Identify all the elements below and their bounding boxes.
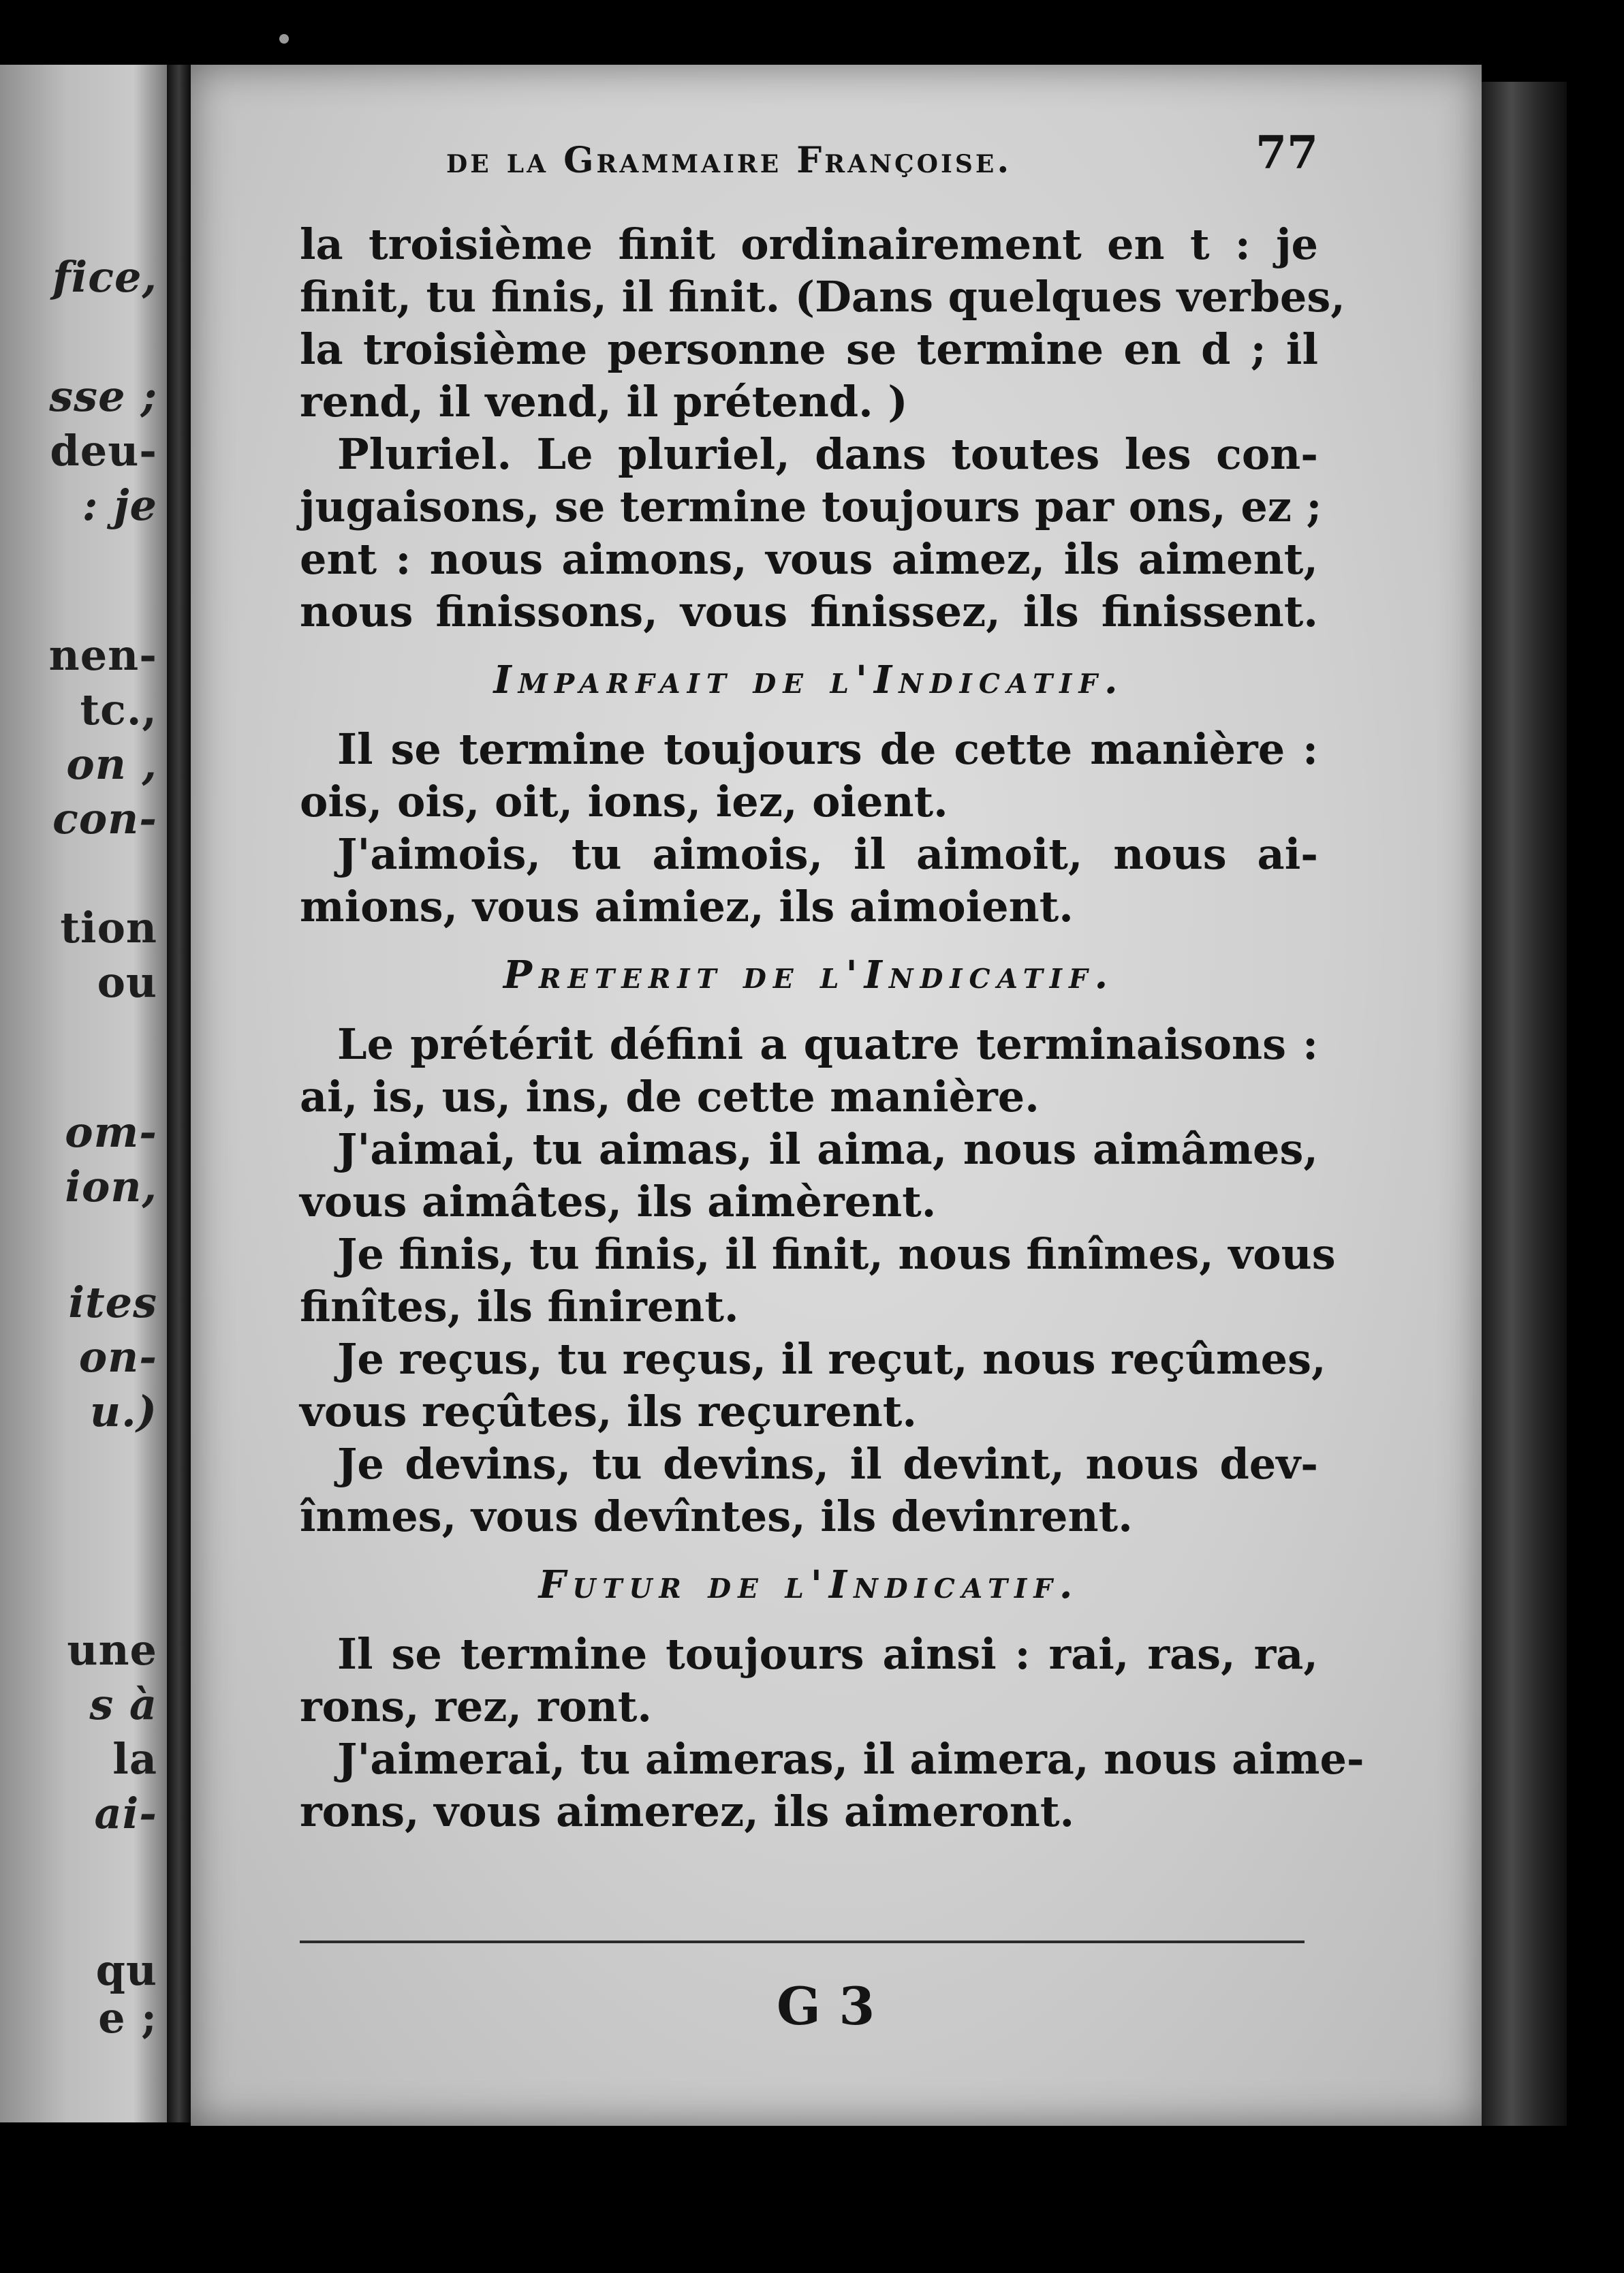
section-heading: Preterit de l'Indicatif. (503, 953, 1115, 998)
adjacent-page-text: ou (97, 957, 157, 1007)
text-line: rend, il vend, il prétend. ) (300, 377, 908, 427)
text-line: Il se termine toujours de cette manière : (337, 724, 1318, 774)
adjacent-page-text: u.) (90, 1387, 157, 1436)
adjacent-page-text: tion (60, 903, 157, 953)
text-line: jugaisons, se termine toujours par ons, ez ; (300, 482, 1322, 531)
text-line: Il se termine toujours ainsi : rai, ras, ra, (337, 1629, 1318, 1679)
text-line: înmes, vous devîntes, ils devinrent. (300, 1491, 1133, 1541)
section-heading: Futur de l'Indicatif. (538, 1562, 1080, 1607)
adjacent-page-text: la (112, 1734, 157, 1784)
adjacent-page-text: ion, (65, 1162, 157, 1211)
page-number: 77 (1255, 126, 1318, 179)
text-line: ent : nous aimons, vous aimez, ils aiment, (300, 534, 1318, 584)
text-line: mions, vous aimiez, ils aimoient. (300, 882, 1074, 931)
text-line: Je finis, tu finis, il finit, nous finîmes, vous (337, 1229, 1336, 1279)
adjacent-page-text: fice, (52, 252, 157, 302)
running-title: de la Grammaire Françoise. (446, 140, 1012, 181)
adjacent-page-fragment (0, 65, 167, 2122)
adjacent-page-text: on- (78, 1332, 157, 1382)
text-line: rons, vous aimerez, ils aimeront. (300, 1787, 1075, 1836)
footnote-rule (300, 1940, 1305, 1943)
scan-speck (279, 34, 289, 44)
text-line: J'aimois, tu aimois, il aimoit, nous ai- (337, 829, 1318, 879)
text-line: la troisième finit ordinairement en t : je (300, 219, 1318, 269)
text-line: J'aimerai, tu aimeras, il aimera, nous aime- (337, 1734, 1364, 1784)
text-line: nous finissons, vous finissez, ils finissent. (300, 587, 1318, 636)
page-edge-shadow (1482, 82, 1567, 2126)
adjacent-page-text: con- (52, 794, 157, 844)
text-line: Pluriel. Le pluriel, dans toutes les con- (337, 429, 1318, 479)
adjacent-page-text: tc., (80, 685, 157, 735)
adjacent-page-text: ai- (94, 1789, 157, 1838)
text-line: ai, is, us, ins, de cette manière. (300, 1072, 1040, 1122)
adjacent-page-text: qu (95, 1945, 157, 1995)
page-body (300, 218, 1364, 1838)
text-line: vous reçûtes, ils reçurent. (300, 1387, 917, 1436)
adjacent-page-text: ites (68, 1278, 157, 1327)
text-line: Je devins, tu devins, il devint, nous dev- (337, 1439, 1318, 1489)
section-heading: Imparfait de l'Indicatif. (493, 658, 1125, 702)
text-line: finîtes, ils finirent. (300, 1282, 739, 1331)
adjacent-page-text: nen- (48, 630, 157, 680)
adjacent-page-text: s à (89, 1680, 157, 1729)
text-line: vous aimâtes, ils aimèrent. (300, 1177, 937, 1226)
text-line: la troisième personne se termine en d ; il (300, 324, 1318, 374)
running-head (255, 126, 1318, 187)
signature-mark: G 3 (777, 1976, 875, 2037)
adjacent-page-text: e ; (98, 1993, 157, 2043)
book-gutter (167, 65, 191, 2122)
adjacent-page-text: deu- (50, 426, 157, 476)
text-line: Le prétérit défini a quatre terminaisons : (337, 1019, 1318, 1069)
text-line: rons, rez, ront. (300, 1682, 652, 1731)
adjacent-page-text: on , (66, 739, 157, 789)
adjacent-page-text: : je (82, 480, 157, 530)
text-line: ois, ois, oit, ions, iez, oient. (300, 777, 948, 826)
text-line: finit, tu finis, il finit. (Dans quelques verbes, (300, 272, 1345, 322)
text-line: Je reçus, tu reçus, il reçut, nous reçûmes, (337, 1334, 1326, 1384)
adjacent-page-text: sse ; (49, 371, 157, 421)
text-line: J'aimai, tu aimas, il aima, nous aimâmes, (337, 1124, 1318, 1174)
adjacent-page-text: om- (65, 1107, 157, 1157)
adjacent-page-text: une (67, 1625, 157, 1675)
